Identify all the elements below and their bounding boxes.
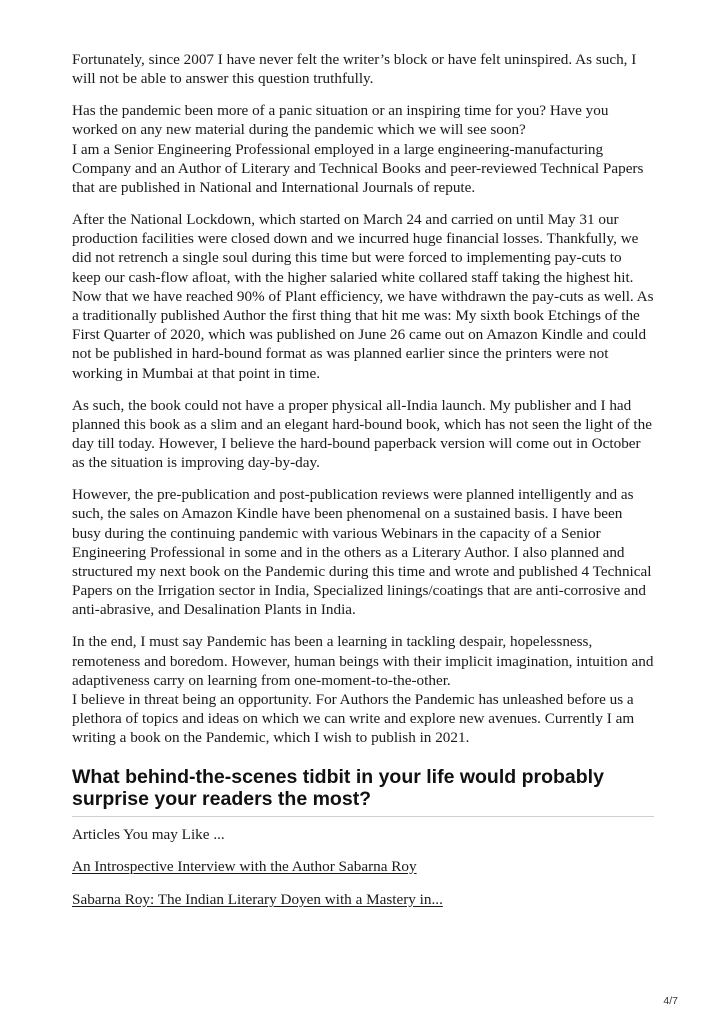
- paragraph-writers-block: Fortunately, since 2007 I have never felt the writer’s block or have felt uninspired. As such, I will not be able to answer this question truthfully.: [72, 51, 637, 88]
- paragraph-learning: In the end, I must say Pandemic has been a learning in tackling despair, hopelessness, remoteness and boredom. However, human beings with their implicit imagination, intuition and adaptiveness carry on learning from one-moment-to-the-other.: [72, 633, 654, 689]
- page-number: 4/7: [663, 995, 678, 1007]
- paragraph-book-launch: As such, the book could not have a proper physical all-India launch. My publisher and I had planned this book as a slim and an elegant hard-bound book, which has not seen the light of the day till today. However, I believe the hard-bound paperback version will come out in October as the situation is improving day-by-day.: [72, 396, 652, 472]
- article-body: [72, 50, 654, 923]
- paragraph-opportunity: I believe in threat being an opportunity. For Authors the Pandemic has unleashed before us a plethora of topics and ideas on which we can write and explore new avenues. Currently I am writing a book on the Pandemic, which I wish to publish in 2021.: [72, 691, 635, 747]
- paragraph-author-intro: I am a Senior Engineering Professional employed in a large engineering-manufacturing Company and an Author of Literary and Technical Books and peer-reviewed Technical Papers that are published in National and International Journals of repute.: [72, 140, 644, 197]
- divider: [72, 816, 654, 817]
- paragraph-reviews-webinars: However, the pre-publication and post-publication reviews were planned intelligently and as such, the sales on Amazon Kindle have been phenomenal on a sustained basis. I have been busy during the continuing pandemic with various Webinars in the capacity of a Senior Engineering Professional in some and in the others as a Literary Author. I also planned and structured my next book on the Pandemic during this time and wrote and published 4 Technical Papers on the Irrigation sector in India, Specialized linings/coatings that are anti-corrosive and anti-abrasive, and Desalination Plants in India.: [72, 486, 652, 619]
- paragraph-lockdown: After the National Lockdown, which started on March 24 and carried on until May 31 our production facilities were closed down and we incurred huge financial losses. Thankfully, we did not retrench a single soul during this time but were forced to implementing pay-cuts to keep our cash-flow afloat, with the higher salaried white collared staff taking the highest hit. Now that we have reached 90% of Plant efficiency, we have withdrawn the pay-cuts as well. As a traditionally published Author the first thing that hit me was: My sixth book Etchings of the First Quarter of 2020, which was published on June 26 came out on Amazon Kindle and could not be published in hard-bound format as was planned earlier since the printers were not working in Mumbai at that point in time.: [72, 211, 654, 382]
- related-article-link-2[interactable]: Sabarna Roy: The Indian Literary Doyen with a Mastery in...: [72, 890, 443, 908]
- related-article-link-1[interactable]: An Introspective Interview with the Author Sabarna Roy: [72, 857, 417, 875]
- interview-question: Has the pandemic been more of a panic situation or an inspiring time for you? Have you worked on any new material during the pandemic which we will see soon?: [72, 102, 609, 139]
- section-heading: What behind-the-scenes tidbit in your life would probably surprise your readers the most?: [72, 765, 604, 811]
- related-articles-label: Articles You may Like ...: [72, 825, 225, 843]
